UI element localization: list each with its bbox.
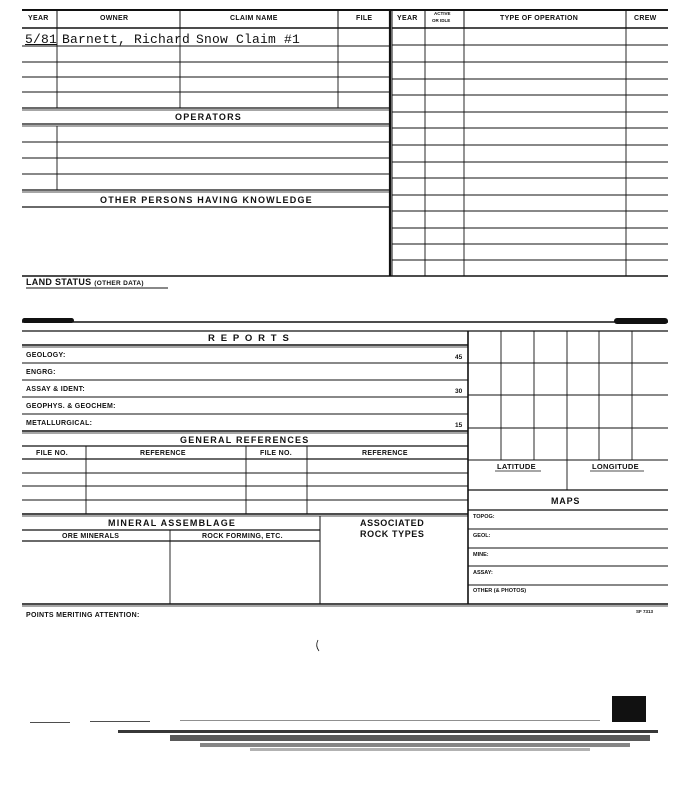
form-number: SF 7313 xyxy=(636,609,654,614)
ref-header-file-no-1: FILE NO. xyxy=(36,450,68,457)
mineral-assemblage-title: MINERAL ASSEMBLAGE xyxy=(108,518,237,528)
mineral-header-rock-forming: ROCK FORMING, ETC. xyxy=(202,533,283,540)
ref-header-file-no-2: FILE NO. xyxy=(260,450,292,457)
header-owner: OWNER xyxy=(100,15,129,22)
land-status-label: LAND STATUS xyxy=(26,277,92,287)
owner-entry-owner[interactable]: Barnett, Richard xyxy=(62,32,191,47)
owner-entry-year[interactable]: 5/81 xyxy=(25,32,58,47)
report-row-metallurgical: METALLURGICAL: xyxy=(26,420,93,427)
ref-header-reference-2: REFERENCE xyxy=(362,450,408,457)
latitude-label: LATITUDE xyxy=(497,462,536,471)
map-row-mine: MINE: xyxy=(473,552,489,558)
operators-title: OPERATORS xyxy=(175,112,242,122)
report-row-geophys: GEOPHYS. & GEOCHEM: xyxy=(26,403,116,410)
report-row-engrg: ENGRG: xyxy=(26,369,56,376)
header-or-idle: OR IDLE xyxy=(432,18,451,23)
header-claim-name: CLAIM NAME xyxy=(230,15,278,22)
longitude-label: LONGITUDE xyxy=(592,462,639,471)
points-meriting-attention: POINTS MERITING ATTENTION: xyxy=(26,612,140,619)
owner-entry-claim-name[interactable]: Snow Claim #1 xyxy=(196,32,301,47)
header-right-year: YEAR xyxy=(397,15,418,22)
map-row-geol: GEOL: xyxy=(473,533,491,539)
mineral-header-ore: ORE MINERALS xyxy=(62,533,120,540)
associated-rock-types-line1: ASSOCIATED xyxy=(360,518,425,528)
map-row-assay: ASSAY: xyxy=(473,570,493,576)
header-crew: CREW xyxy=(634,15,657,22)
report-row-assay: ASSAY & IDENT: xyxy=(26,386,86,393)
map-row-topog: TOPOG: xyxy=(473,514,495,520)
ref-header-reference-1: REFERENCE xyxy=(140,450,186,457)
report-row-assay-num: 30 xyxy=(455,388,463,395)
report-row-geology-num: 45 xyxy=(455,354,463,361)
report-row-metallurgical-num: 15 xyxy=(455,422,463,429)
header-active: ACTIVE xyxy=(434,11,451,16)
header-type-of-operation: TYPE OF OPERATION xyxy=(500,15,579,22)
map-row-other: OTHER (& PHOTOS) xyxy=(473,588,527,594)
other-persons-title: OTHER PERSONS HAVING KNOWLEDGE xyxy=(100,195,313,205)
land-status-sublabel: (OTHER DATA) xyxy=(94,280,144,287)
maps-title: MAPS xyxy=(551,496,581,506)
general-references-title: GENERAL REFERENCES xyxy=(180,435,310,445)
reports-title: R E P O R T S xyxy=(208,333,291,344)
land-status-title xyxy=(26,278,144,288)
header-year: YEAR xyxy=(28,15,49,22)
associated-rock-types-line2: ROCK TYPES xyxy=(360,529,425,539)
report-row-geology: GEOLOGY: xyxy=(26,352,66,359)
header-file: FILE xyxy=(356,15,373,22)
